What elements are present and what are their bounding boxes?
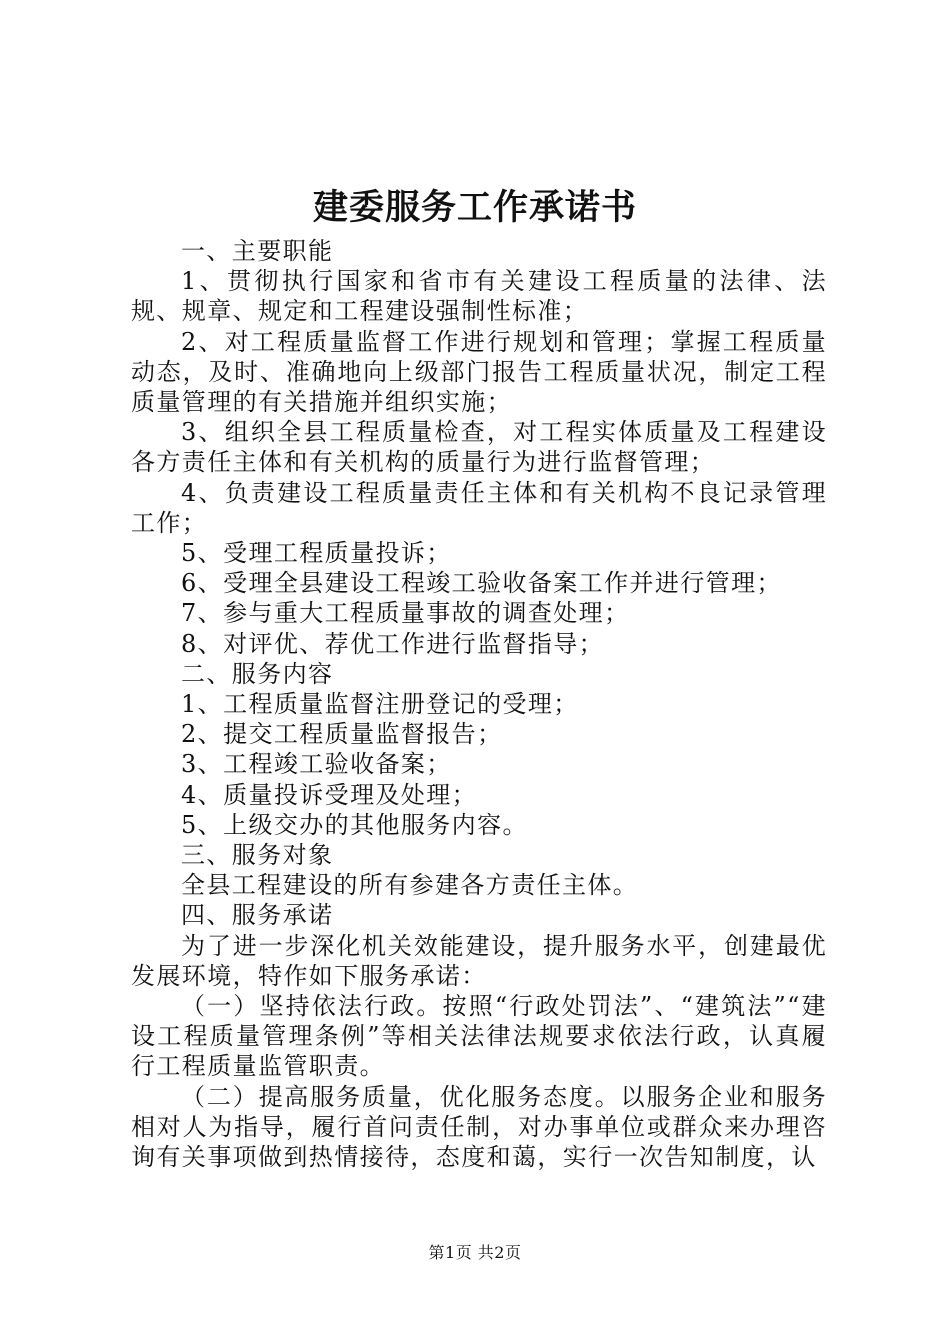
paragraph: 4、质量投诉受理及处理；: [181, 780, 478, 809]
page-number: 第1页 共2页: [428, 1243, 522, 1262]
paragraph: 4、负责建设工程质量责任主体和有关机构不良记录管理工作；: [131, 478, 827, 537]
paragraph: 3、组织全县工程质量检查，对工程实体质量及工程建设各方责任主体和有关机构的质量行为进行监督管理；: [131, 418, 827, 477]
paragraph: 8、对评优、荐优工作进行监督指导；: [181, 629, 605, 658]
section-heading: 四、服务承诺: [181, 901, 334, 930]
paragraph: 2、对工程质量监督工作进行规划和管理；掌握工程质量动态，及时、准确地向上级部门报告工程质量状况，制定工程质量管理的有关措施并组织实施；: [131, 327, 827, 417]
section-heading: 二、服务内容: [181, 659, 334, 688]
paragraph: 为了进一步深化机关效能建设，提升服务水平，创建最优发展环境，特作如下服务承诺：: [131, 931, 827, 990]
document-title: 建委服务工作承诺书: [312, 187, 637, 228]
paragraph: 1、工程质量监督注册登记的受理；: [181, 690, 579, 719]
paragraph: 7、参与重大工程质量事故的调查处理；: [181, 599, 630, 628]
paragraph: （一）坚持依法行政。按照“行政处罚法”、“建筑法”“建设工程质量管理条例”等相关法律法规要求依法行政，认真履行工程质量监管职责。: [131, 992, 827, 1081]
paragraph: （二）提高服务质量，优化服务态度。以服务企业和服务相对人为指导，履行首问责任制，对办事单位或群众来办理咨询有关事项做到热情接待，态度和蔼，实行一次告知制度，认: [131, 1082, 827, 1172]
paragraph: 6、受理全县建设工程竣工验收备案工作并进行管理；: [181, 569, 782, 598]
paragraph: 全县工程建设的所有参建各方责任主体。: [181, 871, 639, 900]
paragraph: 2、提交工程质量监督报告；: [181, 720, 503, 749]
paragraph: 3、工程竣工验收备案；: [181, 750, 452, 779]
paragraph: 5、受理工程质量投诉；: [181, 539, 452, 568]
document-body: [131, 236, 827, 1172]
section-heading: 一、主要职能: [181, 237, 334, 265]
paragraph: 5、上级交办的其他服务内容。: [181, 810, 528, 839]
paragraph: 1、贯彻执行国家和省市有关建设工程质量的法律、法规、规章、规定和工程建设强制性标准；: [131, 267, 827, 326]
section-heading: 三、服务对象: [181, 841, 334, 870]
